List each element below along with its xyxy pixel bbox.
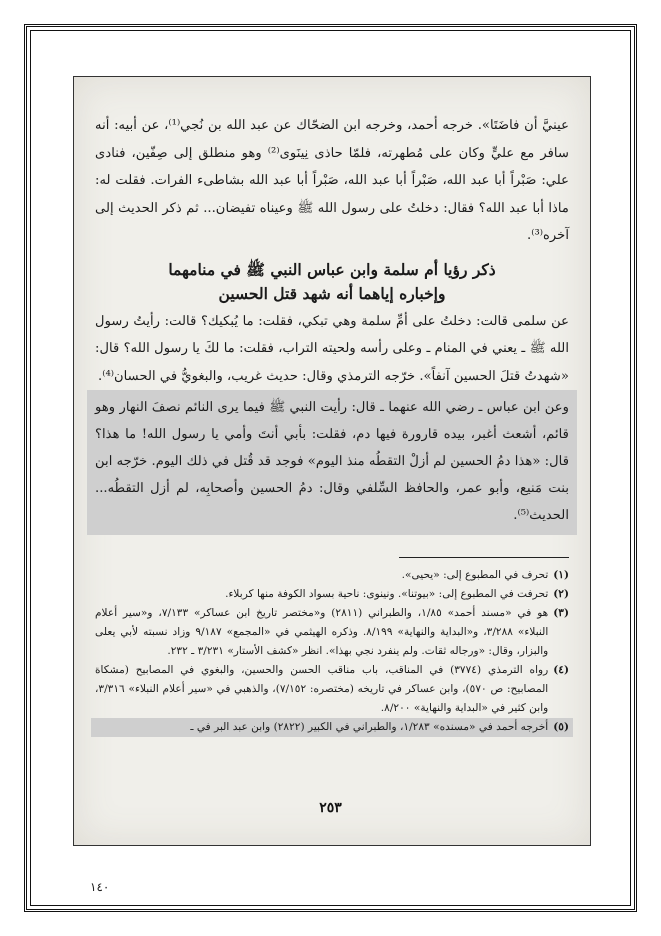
paragraph-ibn-abbas: وعن ابن عباس ـ رضي الله عنهما ـ قال: رأيت النبي ﷺ فيما يرى النائم نصفَ النهار وهو قائم، أشعث أغبر، بيده قارورة فيها دم، فقلت: بأبي أنتَ وأمي يا رسول الله! ما هذا؟ قال: «هذا دمُ الحسين لم أزلْ التقطُه منذ اليوم» فوجد قد قُتل في ذلك اليوم. خرّجه ابن بنت مَنيع، وأبو عمر، والحافظ السِّلفي وقال: دمُ الحسين وأصحابِه، لم أزل التقطُه... الحديث⁽⁵⁾. (95, 400, 569, 523)
paragraph-opening: عينيَّ أن فاضَتَا». خرجه أحمد، وخرجه ابن الضحّاك عن عبد الله بن نُجي⁽¹⁾، عن أبيه: أنه سافر مع عليٍّ وكان على مُطهرته، فلمّا حاذى نِينَوى⁽²⁾ وهو منطلق إلى صِفّين، فنادى علي: صَبْراً أبا عبد الله، صَبْراً أبا عبد الله، صَبْراً أبا عبد الله بشاطىء الفرات. فقلت له: ماذا أبا عبد الله؟ فقال: دخلتُ على رسول الله ﷺ وعيناه تفيضان... ثم ذكر الحديث إلى آخره⁽³⁾. (95, 118, 569, 243)
page-number: ٢٥٣ (319, 800, 342, 816)
footnote-3: (٣) هو في «مسند أحمد» ١/٨٥، والطبراني (٢٨١١) و«مختصر تاريخ ابن عساكر» ٧/١٣٣، و«سير أعلام النبلاء» ٣/٢٨٨، و«البداية والنهاية» ٨/١٩٩. وذكره الهيثمي في «المجمع» ٩/١٨٧ وزاد نسبته لأبي يعلى والبزار، وقال: «ورجاله ثقات. ولم ينفرد نجي بهذا». انظر «كشف الأستار» ٣/٢٣١ ـ ٢٣٢. (95, 607, 569, 657)
footnote-1: (١) تحرف في المطبوع إلى: «يحيى». (401, 569, 569, 581)
highlighted-passage (87, 390, 577, 535)
section-heading (95, 258, 569, 306)
section-heading-line-2: وإخباره إياهما أنه شهد قتل الحسين (218, 283, 446, 303)
footnote-4: (٤) رواه الترمذي (٣٧٧٤) في المناقب، باب مناقب الحسن والحسين، والبغوي في المصابيح (مشكاة المصابيح: ص ٥٧٠)، وابن عساكر في تاريخه (مختصره: ٧/١٥٢)، والذهبي في «سير أعلام النبلاء» ٣/٣١٦، وابن كثير في «البداية والنهاية» ٨/٢٠٠. (95, 664, 569, 714)
footnote-separator (95, 543, 569, 562)
footnote-5: (٥) أخرجه أحمد في «مسنده» ١/٢٨٣، والطبراني في الكبير (٢٨٢٢) وابن عبد البر في ـ (91, 718, 573, 737)
outer-page-number: ١٤٠ (90, 880, 110, 894)
page-content (95, 112, 569, 737)
section-heading-line-1: ذكر رؤيا أم سلمة وابن عباس النبي ﷺ في منامهما (168, 259, 496, 279)
paragraph-salma: عن سلمى قالت: دخلتُ على أمِّ سلمة وهي تبكي، فقلت: ما يُبكيك؟ قالت: رأيتُ رسول الله ﷺ ـ يعني في المنام ـ وعلى رأسه ولحيته التراب، فقلت: ما لكَ يا رسول الله؟ قال: «شهدتُ قتلَ الحسين آنفاً». خرّجه الترمذي وقال: حديث غريب، والبغويُّ في الحسان⁽⁴⁾. (95, 313, 569, 384)
footnotes-list (95, 566, 569, 737)
footnote-2: (٢) تحرفت في المطبوع إلى: «بيوتنا». ونينوى: ناحية بسواد الكوفة منها كربلاء. (225, 588, 569, 600)
